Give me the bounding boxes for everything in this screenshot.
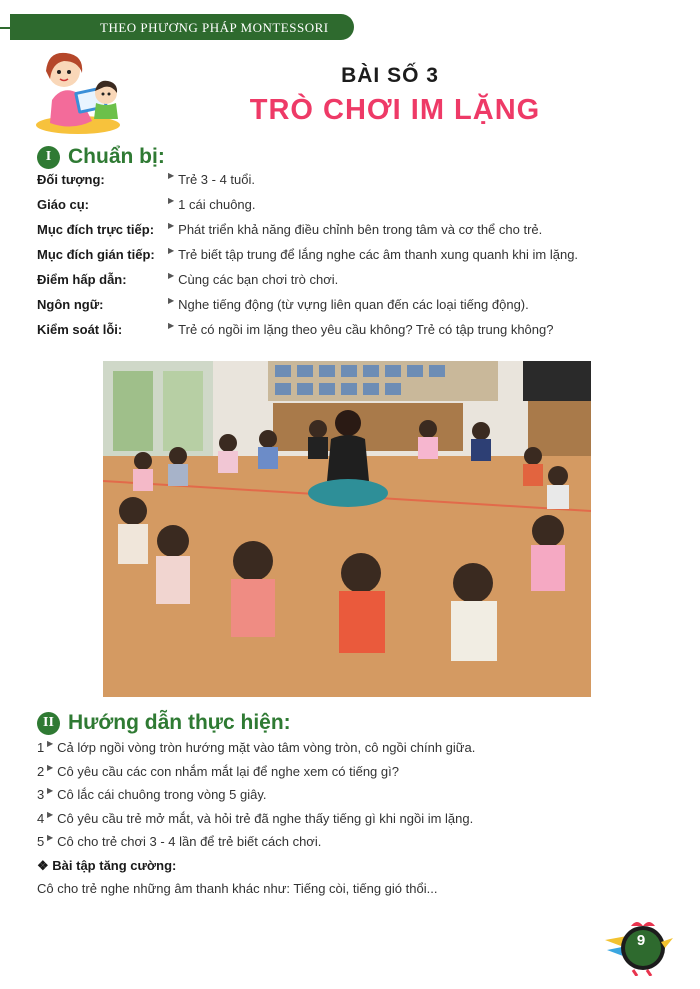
- lesson-number: BÀI SỐ 3: [341, 64, 439, 87]
- prep-label: Kiểm soát lỗi:: [37, 322, 123, 337]
- triangle-bullet-icon: ▶: [47, 833, 54, 842]
- series-banner: [10, 14, 354, 40]
- step-number: 5: [37, 834, 45, 849]
- instruction-steps: [37, 740, 677, 858]
- triangle-bullet-icon: ▶: [168, 321, 175, 330]
- preparation-list: [37, 172, 677, 347]
- step-number: 1: [37, 740, 45, 755]
- prep-value: Nghe tiếng động (từ vựng liên quan đến các loại tiếng động).: [178, 297, 529, 312]
- step-item: [37, 764, 677, 788]
- extra-exercise-title: Bài tập tăng cường:: [52, 858, 177, 873]
- step-text: Cả lớp ngồi vòng tròn hướng mặt vào tâm vòng tròn, cô ngồi chính giữa.: [57, 740, 476, 755]
- banner-text: THEO PHƯƠNG PHÁP MONTESSORI: [100, 20, 329, 35]
- step-item: [37, 740, 677, 764]
- prep-label: Mục đích gián tiếp:: [37, 247, 155, 262]
- prep-value: Trẻ biết tập trung để lắng nghe các âm thanh xung quanh khi im lặng.: [178, 247, 579, 262]
- triangle-bullet-icon: ▶: [47, 809, 54, 819]
- section-title: Hướng dẫn thực hiện:: [68, 711, 291, 734]
- prep-value: Phát triển khả năng điều chỉnh bên trong tâm và cơ thể cho trẻ.: [178, 222, 543, 237]
- step-item: [37, 811, 677, 835]
- mascot-reading-illustration: [32, 45, 124, 137]
- prep-label: Đối tượng:: [37, 172, 105, 187]
- prep-row: [37, 222, 677, 247]
- step-number: 2: [37, 763, 45, 779]
- step-text: Cô yêu cầu các con nhắm mắt lại để nghe xem có tiếng gì?: [57, 763, 399, 779]
- section-preparation-heading: [37, 145, 165, 169]
- prep-label: Giáo cụ:: [37, 197, 90, 212]
- classroom-circle-photo: [103, 361, 591, 697]
- step-item: [37, 834, 677, 858]
- triangle-bullet-icon: ▶: [168, 296, 175, 305]
- prep-row: [37, 172, 677, 197]
- section-instructions-heading: [37, 711, 291, 735]
- prep-row: [37, 297, 677, 322]
- prep-label: Điểm hấp dẫn:: [37, 272, 127, 287]
- diamond-bullet-icon: ❖: [37, 858, 49, 873]
- extra-exercise-heading: [37, 858, 176, 874]
- prep-value: Cùng các bạn chơi trò chơi.: [178, 272, 339, 287]
- section-title: Chuẩn bị:: [68, 145, 165, 168]
- prep-value: 1 cái chuông.: [178, 197, 256, 212]
- triangle-bullet-icon: ▶: [168, 246, 175, 255]
- triangle-bullet-icon: ▶: [168, 221, 175, 230]
- prep-value: Trẻ 3 - 4 tuổi.: [178, 172, 255, 187]
- step-number: 3: [37, 787, 45, 802]
- extra-exercise-text: Cô cho trẻ nghe những âm thanh khác như: Tiếng còi, tiếng gió thổi...: [37, 881, 438, 896]
- step-text: Cô yêu cầu trẻ mở mắt, và hỏi trẻ đã nghe thấy tiếng gì khi ngồi im lặng.: [57, 810, 474, 826]
- banner-line: [0, 27, 10, 29]
- prep-row: [37, 272, 677, 297]
- triangle-bullet-icon: ▶: [168, 271, 175, 280]
- prep-label: Ngôn ngữ:: [37, 297, 104, 312]
- section-numeral-badge: II: [37, 712, 60, 735]
- triangle-bullet-icon: ▶: [168, 171, 175, 180]
- prep-row: [37, 322, 677, 347]
- prep-row: [37, 247, 677, 272]
- lesson-title: TRÒ CHƠI IM LẶNG: [249, 94, 541, 126]
- step-text: Cô cho trẻ chơi 3 - 4 lần để trẻ biết cách chơi.: [57, 834, 322, 849]
- triangle-bullet-icon: ▶: [47, 762, 54, 772]
- triangle-bullet-icon: ▶: [47, 739, 54, 748]
- prep-value: Trẻ có ngồi im lặng theo yêu cầu không? Trẻ có tập trung không?: [178, 322, 554, 337]
- step-number: 4: [37, 810, 45, 826]
- section-numeral-badge: I: [37, 146, 60, 169]
- triangle-bullet-icon: ▶: [47, 786, 54, 795]
- prep-row: [37, 197, 677, 222]
- prep-label: Mục đích trực tiếp:: [37, 222, 155, 237]
- step-item: [37, 787, 677, 811]
- step-text: Cô lắc cái chuông trong vòng 5 giây.: [57, 787, 267, 802]
- triangle-bullet-icon: ▶: [168, 196, 175, 205]
- page-number: 9: [636, 932, 646, 949]
